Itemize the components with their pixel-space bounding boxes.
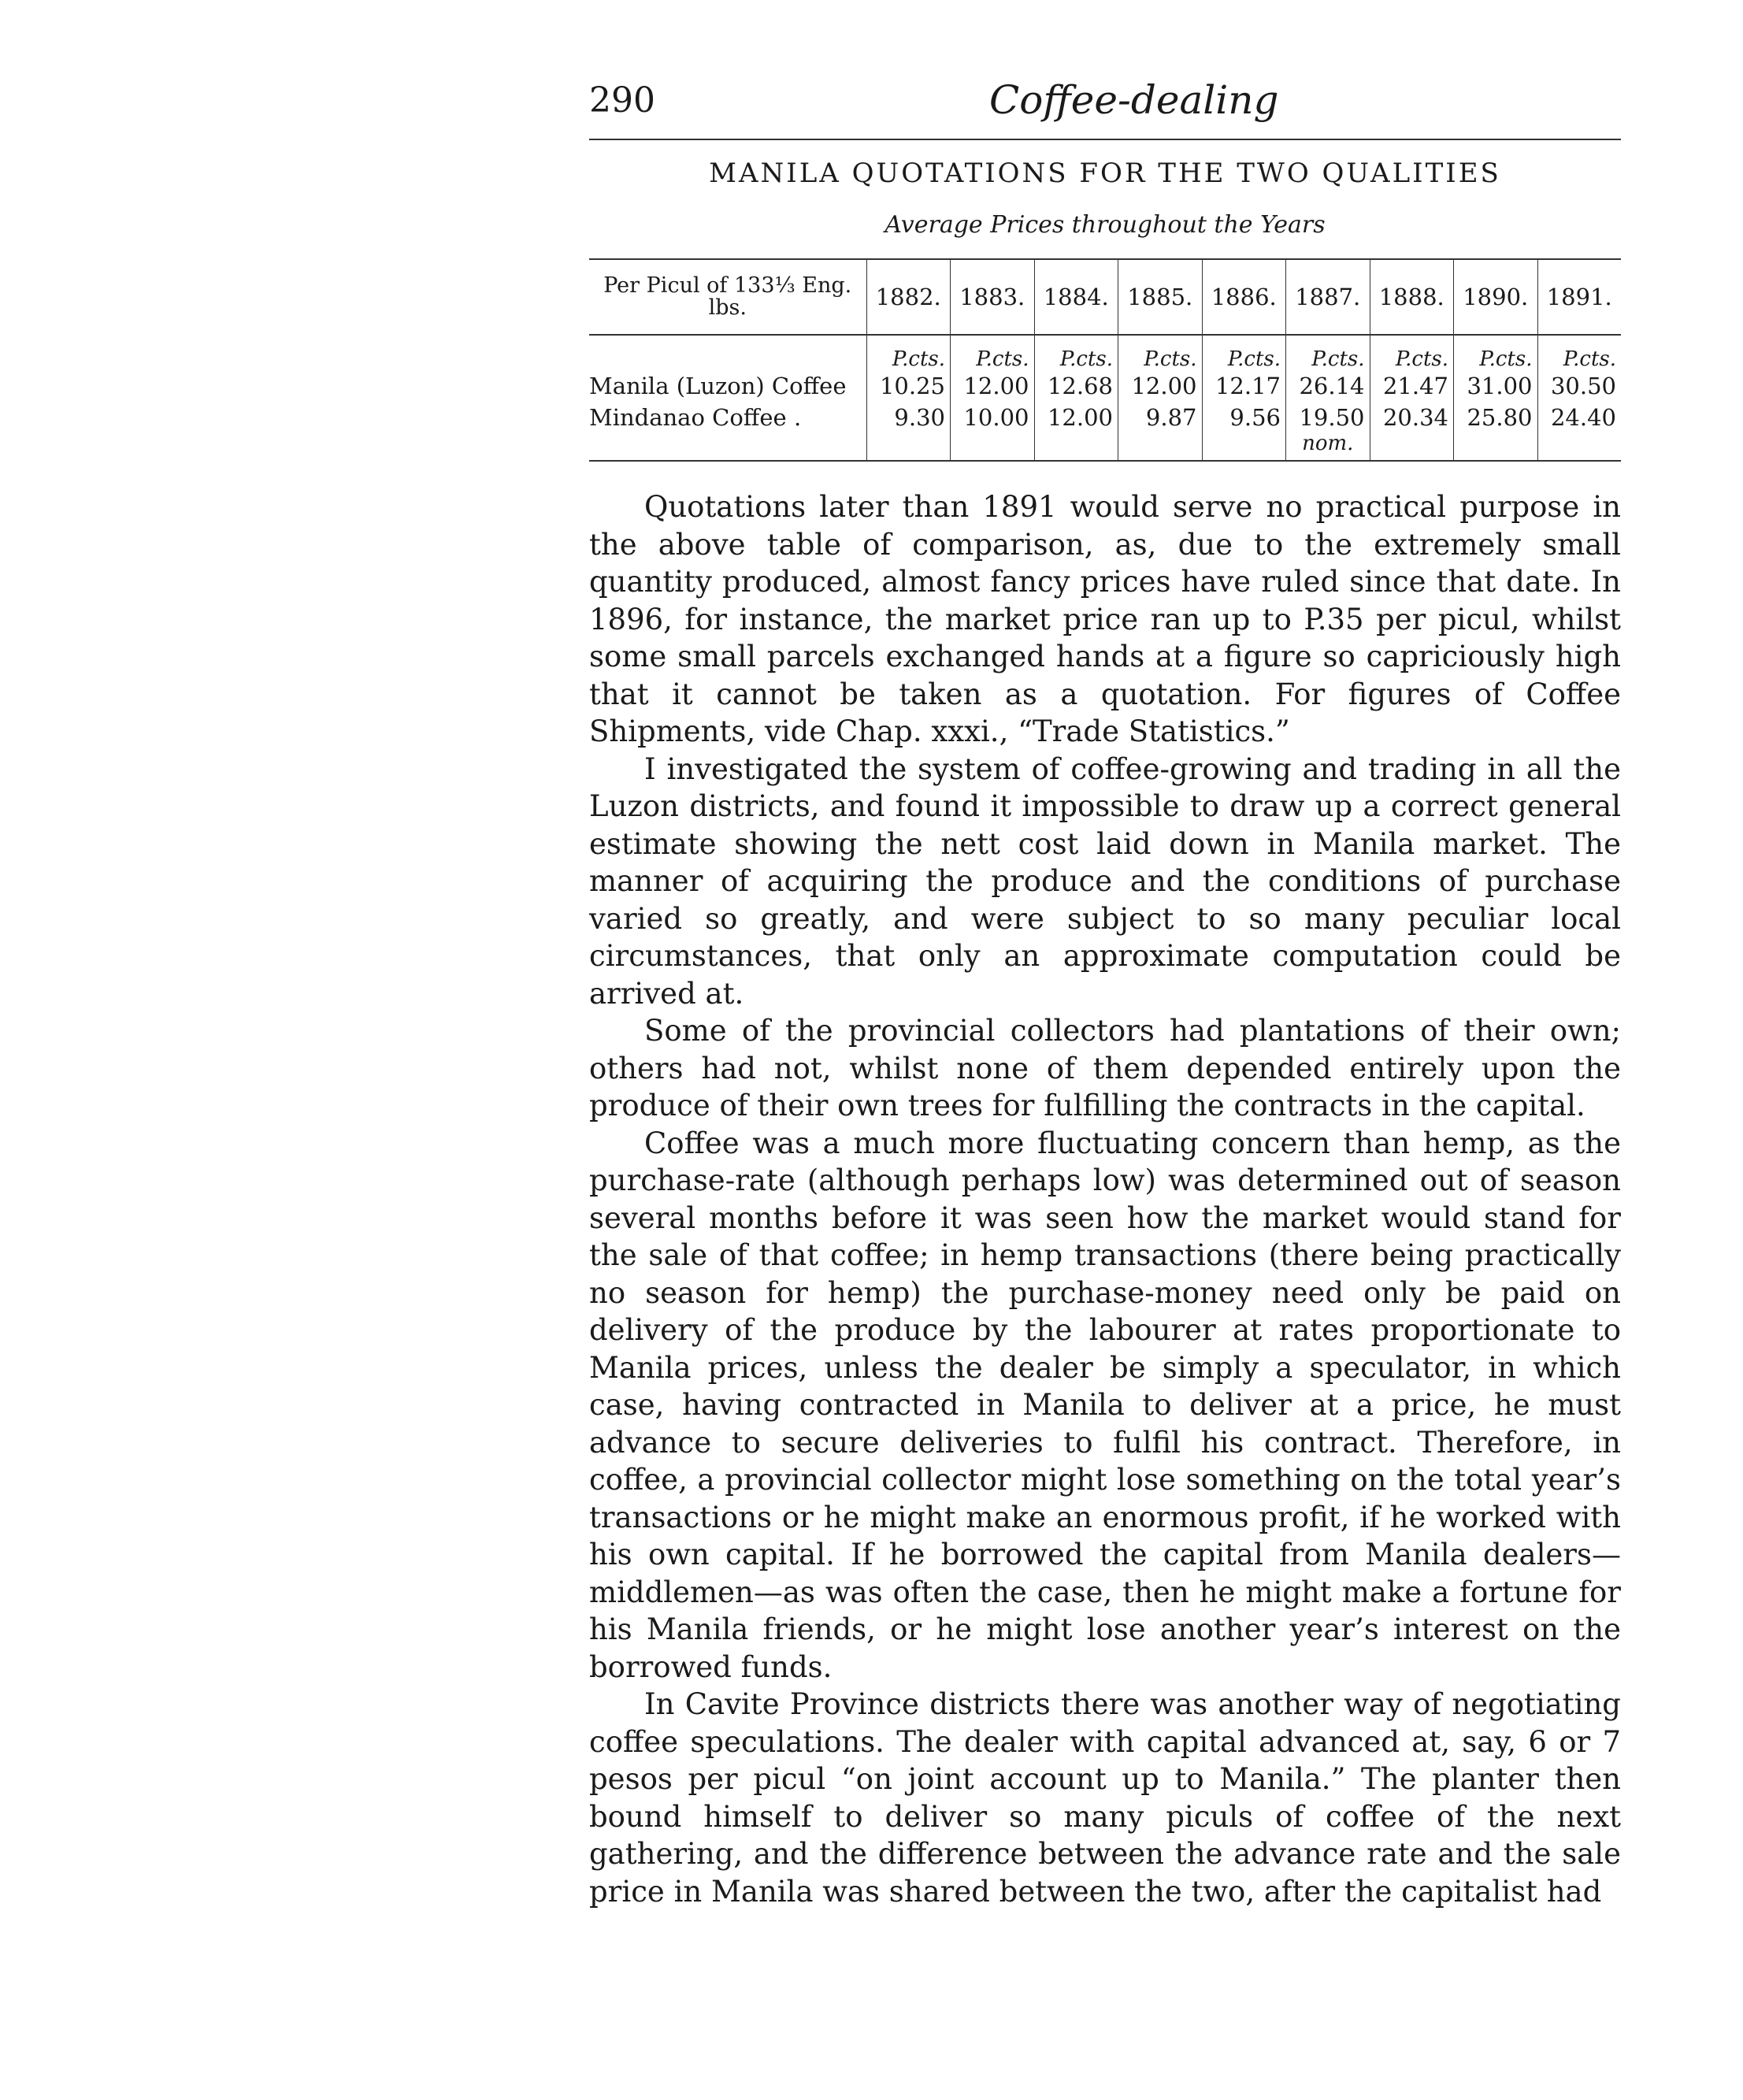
- paragraph: Some of the provincial collectors had plantations of their own; others had not, whilst none of them depended entirely upon the produce of their own trees for fulfilling the contracts in the capital.: [589, 1014, 1621, 1122]
- price-cell: 12.00: [1118, 370, 1203, 402]
- paragraph: In Cavite Province districts there was another way of negotiating coffee speculations. The dealer with capital advanced at, say, 6 or 7 pesos per picul “on joint account up to Manila.” The planter then bound himself to deliver so many piculs of coffee of the next gathering, and the difference between the advance rate and the sale price in Manila was shared between the two, after the capitalist had: [589, 1687, 1621, 1909]
- price-cell: 9.87: [1118, 402, 1203, 433]
- year-header: 1883.: [951, 259, 1035, 335]
- unit-cell: P.cts.: [866, 335, 951, 370]
- unit-cell: P.cts.: [1202, 335, 1286, 370]
- empty-cell: [1034, 433, 1118, 461]
- empty-cell: [589, 433, 866, 461]
- book-page: [589, 0, 1621, 1909]
- price-cell: 31.00: [1454, 370, 1538, 402]
- price-cell: 12.00: [1034, 402, 1118, 433]
- empty-cell: [1118, 433, 1203, 461]
- empty-cell: [951, 433, 1035, 461]
- nominal-note: nom.: [1286, 433, 1370, 461]
- table-title: MANILA QUOTATIONS FOR THE TWO QUALITIES: [709, 158, 1501, 189]
- year-header: 1890.: [1454, 259, 1538, 335]
- units-stub: [589, 335, 866, 370]
- year-header: 1891.: [1537, 259, 1621, 335]
- unit-cell: P.cts.: [1537, 335, 1621, 370]
- table-row: [589, 402, 1621, 433]
- units-row: [589, 335, 1621, 370]
- year-header: 1888.: [1370, 259, 1454, 335]
- year-header: 1884.: [1034, 259, 1118, 335]
- unit-cell: P.cts.: [1454, 335, 1538, 370]
- running-title: Coffee-dealing: [989, 77, 1279, 123]
- stub-header: Per Picul of 133⅓ Eng. lbs.: [603, 273, 852, 320]
- empty-cell: [866, 433, 951, 461]
- price-cell: 10.00: [951, 402, 1035, 433]
- paragraph: Coffee was a much more fluctuating concern than hemp, as the purchase-rate (although perhaps low) was determined out of season several months before it was seen how the market would stand for the sale of that coffee; in hemp transactions (there being practically no season for hemp) the purchase-money need only be paid on delivery of the produce by the labourer at rates proportionate to Manila prices, unless the dealer be simply a speculator, in which case, having contracted in Manila to deliver at a price, he must advance to secure deliveries to fulfil his contract. Therefore, in coffee, a provincial collector might lose something on the total year’s transactions or he might make an enormous profit, if he worked with his own capital. If he borrowed the capital from Manila dealers—middlemen—as was often the case, then he might make a fortune for his Manila friends, or he might lose another year’s interest on the borrowed funds.: [589, 1126, 1621, 1684]
- price-cell: 25.80: [1454, 402, 1538, 433]
- price-cell: 10.25: [866, 370, 951, 402]
- row-label: Mindanao Coffee .: [589, 404, 802, 431]
- price-cell: 20.34: [1370, 402, 1454, 433]
- year-header: 1886.: [1202, 259, 1286, 335]
- price-cell: 12.68: [1034, 370, 1118, 402]
- price-cell: 9.56: [1202, 402, 1286, 433]
- table-header-row: [589, 259, 1621, 335]
- table-subtitle: Average Prices throughout the Years: [884, 211, 1326, 239]
- unit-cell: P.cts.: [1370, 335, 1454, 370]
- price-cell: 12.00: [951, 370, 1035, 402]
- price-cell: 26.14: [1286, 370, 1370, 402]
- empty-cell: [1370, 433, 1454, 461]
- price-cell: 21.47: [1370, 370, 1454, 402]
- paragraph: Quotations later than 1891 would serve no practical purpose in the above table of comparison, as, due to the extremely small quantity produced, almost fancy prices have ruled since that date. In 1896, for instance, the market price ran up to P.35 per picul, whilst some small parcels exchanged hands at a figure so capriciously high that it cannot be taken as a quotation. For figures of Coffee Shipments, vide Chap. xxxi., “Trade Statistics.”: [589, 490, 1621, 748]
- unit-cell: P.cts.: [1286, 335, 1370, 370]
- unit-cell: P.cts.: [1034, 335, 1118, 370]
- year-header: 1887.: [1286, 259, 1370, 335]
- unit-cell: P.cts.: [1118, 335, 1203, 370]
- price-cell: 30.50: [1537, 370, 1621, 402]
- note-row: [589, 433, 1621, 461]
- price-cell: 9.30: [866, 402, 951, 433]
- header-rule: [589, 139, 1621, 140]
- table-body: [589, 335, 1621, 461]
- page-number: 290: [589, 80, 655, 121]
- price-cell: 24.40: [1537, 402, 1621, 433]
- body-text: [589, 488, 1621, 1910]
- page-header: [589, 0, 1621, 126]
- price-cell: 19.50: [1286, 402, 1370, 433]
- empty-cell: [1202, 433, 1286, 461]
- paragraph: I investigated the system of coffee-growing and trading in all the Luzon districts, and found it impossible to draw up a correct general estimate showing the nett cost laid down in Manila market. The manner of acquiring the produce and the conditions of purchase varied so greatly, and were subject to so many peculiar local circumstances, that only an approximate computation could be arrived at.: [589, 751, 1621, 1011]
- empty-cell: [1537, 433, 1621, 461]
- price-cell: 12.17: [1202, 370, 1286, 402]
- empty-cell: [1454, 433, 1538, 461]
- table-row: [589, 370, 1621, 402]
- row-label: Manila (Luzon) Coffee: [589, 373, 847, 399]
- year-header: 1882.: [866, 259, 951, 335]
- year-header: 1885.: [1118, 259, 1203, 335]
- unit-cell: P.cts.: [951, 335, 1035, 370]
- quotations-table: [589, 258, 1621, 462]
